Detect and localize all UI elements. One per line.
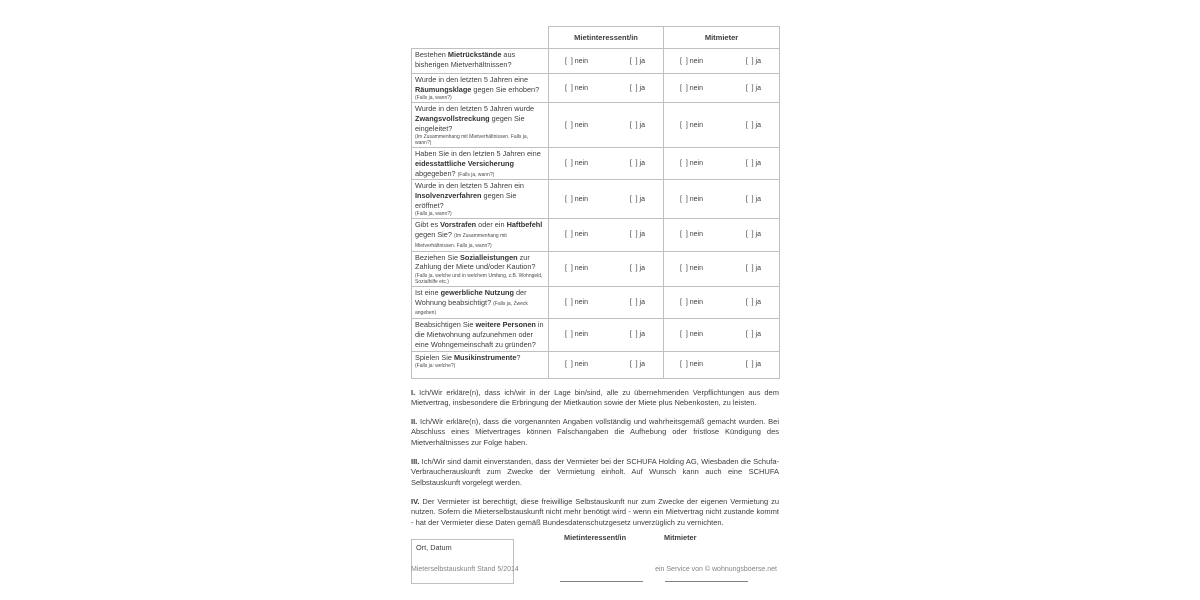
table-row bbox=[412, 319, 780, 351]
question-text: Ist eine bbox=[415, 287, 441, 297]
answer-cell-mitmieter bbox=[664, 351, 780, 378]
answer-cell-mietinteressent bbox=[549, 180, 664, 219]
checkbox-ja[interactable]: [ ] ja bbox=[745, 121, 761, 129]
question-note: (Falls ja: welche?) bbox=[415, 362, 456, 369]
question-text: Wurde in den letzten 5 Jahren eine bbox=[415, 75, 529, 84]
question-text: der Wohnung beabsichtigt? bbox=[415, 287, 527, 307]
table-row bbox=[412, 147, 780, 179]
question-text: Beabsichtigen Sie bbox=[415, 320, 476, 330]
footer-version-text: Mieterselbstauskunft Stand 5/2014 bbox=[411, 566, 519, 573]
question-text: Insolvenzverfahren bbox=[415, 191, 482, 201]
question-text: ? bbox=[516, 352, 521, 362]
table-body bbox=[412, 49, 780, 379]
question-cell bbox=[412, 74, 549, 103]
question-note: (Falls ja, Zweck angeben) bbox=[415, 300, 528, 317]
question-text: gewerbliche Nutzung bbox=[440, 287, 514, 297]
question-text: in die Mietwohnung aufzunehmen oder eine Wohngemeinschaft zu gründen? bbox=[415, 320, 544, 349]
paragraph-3-numeral: III. bbox=[411, 457, 420, 467]
question-text: Sozialleistungen bbox=[460, 252, 518, 262]
answer-cell-mitmieter bbox=[664, 49, 780, 74]
answer-options bbox=[549, 196, 663, 203]
question-text: Bestehen bbox=[415, 50, 448, 59]
checkbox-nein[interactable]: [ ] nein bbox=[565, 265, 588, 273]
question-text: oder ein bbox=[476, 220, 507, 230]
question-note: (Falls ja, wann?) bbox=[415, 95, 452, 102]
question-text: Wurde in den letzten 5 Jahren ein bbox=[415, 181, 524, 191]
table-row bbox=[412, 74, 780, 103]
question-text: Räumungsklage bbox=[415, 84, 472, 94]
answer-cell-mietinteressent bbox=[549, 286, 664, 318]
question-cell bbox=[412, 49, 549, 74]
answer-options bbox=[664, 361, 779, 368]
answer-options bbox=[549, 122, 663, 129]
ort-datum-box[interactable] bbox=[411, 539, 514, 584]
question-cell bbox=[412, 351, 549, 378]
answer-options bbox=[549, 85, 663, 92]
checkbox-ja[interactable]: [ ] ja bbox=[629, 265, 645, 273]
question-text: gegen Sie eingeleitet? bbox=[415, 113, 525, 133]
table-row bbox=[412, 351, 780, 378]
answer-options bbox=[664, 160, 779, 167]
checkbox-ja[interactable]: [ ] ja bbox=[629, 57, 645, 65]
checkbox-ja[interactable]: [ ] ja bbox=[629, 231, 645, 239]
answer-cell-mitmieter bbox=[664, 147, 780, 179]
answer-options bbox=[549, 331, 663, 338]
paragraph-4-numeral: IV. bbox=[411, 496, 420, 506]
column-header-mitmieter: Mitmieter bbox=[664, 27, 780, 49]
question-text: gegen Sie eröffnet? bbox=[415, 191, 517, 210]
answer-cell-mietinteressent bbox=[549, 103, 664, 148]
header-spacer bbox=[412, 27, 549, 49]
checkbox-nein[interactable]: [ ] nein bbox=[680, 298, 703, 306]
question-text: Zwangsvollstreckung bbox=[415, 113, 490, 123]
checkbox-nein[interactable]: [ ] nein bbox=[565, 298, 588, 306]
answer-options bbox=[549, 231, 663, 238]
checkbox-nein[interactable]: [ ] nein bbox=[680, 231, 703, 239]
question-text: eidesstattliche Versicherung bbox=[415, 158, 514, 168]
table-row bbox=[412, 180, 780, 219]
paragraph-4-text: Der Vermieter ist berechtigt, diese freiwillige Selbstauskunft nur zum Zwecke der eigenen Vermietung zu nutzen. Sofern die Mieterselbstauskunft nicht mehr benötigt wird - wenn ein Mietvertrag nicht zustande kommt - hat der Vermieter diese Daten gemäß Bundesdatenschutzgesetz unverzüglich zu vernichten. bbox=[411, 496, 779, 527]
checkbox-nein[interactable]: [ ] nein bbox=[680, 121, 703, 129]
checkbox-ja[interactable]: [ ] ja bbox=[629, 160, 645, 168]
question-text: Wurde in den letzten 5 Jahren wurde bbox=[415, 104, 535, 114]
signature-line-mitmieter[interactable] bbox=[665, 581, 748, 582]
checkbox-ja[interactable]: [ ] ja bbox=[629, 361, 645, 369]
checkbox-nein[interactable]: [ ] nein bbox=[565, 195, 588, 203]
answer-options bbox=[664, 299, 779, 306]
checkbox-nein[interactable]: [ ] nein bbox=[680, 361, 703, 369]
question-text: aus bisherigen Mietverhältnissen? bbox=[415, 50, 516, 69]
question-cell bbox=[412, 251, 549, 286]
checkbox-nein[interactable]: [ ] nein bbox=[680, 265, 703, 273]
checkbox-nein[interactable]: [ ] nein bbox=[565, 57, 588, 65]
question-note: (Im Zusammenhang mit Mietverhältnissen. Falls ja, wann?) bbox=[415, 133, 529, 146]
checkbox-nein[interactable]: [ ] nein bbox=[565, 361, 588, 369]
answer-cell-mietinteressent bbox=[549, 219, 664, 251]
checkbox-nein[interactable]: [ ] nein bbox=[565, 121, 588, 129]
table-row bbox=[412, 219, 780, 251]
checkbox-nein[interactable]: [ ] nein bbox=[565, 331, 588, 339]
answer-cell-mitmieter bbox=[664, 103, 780, 148]
question-text: Mietrückstände bbox=[447, 50, 502, 59]
checkbox-nein[interactable]: [ ] nein bbox=[680, 57, 703, 65]
table-row bbox=[412, 286, 780, 318]
question-note: (Im Zusammenhang mit Mietverhältnissen. Falls ja, wann?) bbox=[415, 233, 507, 249]
checkbox-ja[interactable]: [ ] ja bbox=[745, 160, 761, 168]
answer-options bbox=[664, 85, 779, 92]
answer-cell-mietinteressent bbox=[549, 251, 664, 286]
question-note: (Falls ja, welche und in welchem Umfang, z.B. Wohngeld, Sozialhilfe etc.) bbox=[415, 272, 543, 285]
checkbox-ja[interactable]: [ ] ja bbox=[629, 195, 645, 203]
question-text: Spielen Sie bbox=[415, 352, 454, 362]
answer-cell-mitmieter bbox=[664, 251, 780, 286]
question-cell bbox=[412, 103, 549, 148]
checkbox-nein[interactable]: [ ] nein bbox=[565, 84, 588, 92]
checkbox-ja[interactable]: [ ] ja bbox=[629, 121, 645, 129]
checkbox-ja[interactable]: [ ] ja bbox=[745, 331, 761, 339]
paragraph-3-text: Ich/Wir sind damit einverstanden, dass der Vermieter bei der SCHUFA Holding AG, Wiesbaden die Schufa-Verbraucherauskunft zum Zwecke der Vermietung einholt. Auf Wunsch kann auch eine SCHUFA Selbstauskunft vorgelegt werden. bbox=[411, 457, 779, 487]
question-note: (Falls ja, wann?) bbox=[457, 171, 495, 178]
answer-cell-mietinteressent bbox=[549, 351, 664, 378]
checkbox-ja[interactable]: [ ] ja bbox=[745, 361, 761, 369]
question-text: Haben Sie in den letzten 5 Jahren eine bbox=[415, 148, 541, 158]
answer-cell-mietinteressent bbox=[549, 319, 664, 351]
answer-options bbox=[549, 265, 663, 272]
checkbox-ja[interactable]: [ ] ja bbox=[745, 231, 761, 239]
question-text: abgegeben? bbox=[415, 168, 456, 178]
question-text: Gibt es bbox=[415, 220, 441, 230]
question-text: weitere Personen bbox=[475, 320, 536, 330]
footer-service-text: ein Service von © wohnungsboerse.net bbox=[655, 566, 777, 573]
question-text: gegen Sie erhoben? bbox=[471, 84, 540, 94]
answer-options bbox=[549, 299, 663, 306]
answer-options bbox=[549, 361, 663, 368]
question-cell bbox=[412, 286, 549, 318]
signature-label-mitmieter: Mitmieter bbox=[664, 532, 697, 542]
checkbox-ja[interactable]: [ ] ja bbox=[629, 331, 645, 339]
questions-table bbox=[411, 26, 780, 379]
answer-options bbox=[549, 160, 663, 167]
answer-cell-mitmieter bbox=[664, 219, 780, 251]
answer-options bbox=[664, 331, 779, 338]
checkbox-nein[interactable]: [ ] nein bbox=[565, 231, 588, 239]
answer-options bbox=[664, 122, 779, 129]
paragraph-1-numeral: I. bbox=[411, 387, 416, 397]
form-content bbox=[411, 0, 779, 600]
question-cell bbox=[412, 219, 549, 251]
signature-block bbox=[411, 533, 779, 597]
question-text: Vorstrafen bbox=[440, 220, 477, 230]
checkbox-ja[interactable]: [ ] ja bbox=[629, 84, 645, 92]
paragraph-1-text: Ich/Wir erkläre(n), dass ich/wir in der Lage bin/sind, alle zu übernehmenden Verpflichtungen aus dem Mietvertrag, insbesondere die Erbringung der Mietkaution sowie der Miete plus Nebenkosten, zu leisten. bbox=[411, 387, 779, 407]
signature-line-mietinteressent[interactable] bbox=[560, 581, 643, 582]
checkbox-ja[interactable]: [ ] ja bbox=[745, 57, 761, 65]
question-text: Haftbefehl bbox=[506, 220, 543, 230]
question-cell bbox=[412, 180, 549, 219]
answer-cell-mitmieter bbox=[664, 319, 780, 351]
ort-datum-label: Ort, Datum bbox=[416, 542, 452, 552]
checkbox-ja[interactable]: [ ] ja bbox=[745, 84, 761, 92]
answer-options bbox=[664, 196, 779, 203]
checkbox-nein[interactable]: [ ] nein bbox=[680, 84, 703, 92]
answer-cell-mietinteressent bbox=[549, 74, 664, 103]
table-row bbox=[412, 251, 780, 286]
page-footer bbox=[411, 566, 777, 573]
checkbox-ja[interactable]: [ ] ja bbox=[629, 298, 645, 306]
answer-options bbox=[549, 58, 663, 65]
question-text: Beziehen Sie bbox=[415, 252, 461, 262]
paragraph-1 bbox=[411, 388, 779, 409]
question-text: Musikinstrumente bbox=[453, 352, 517, 362]
checkbox-ja[interactable]: [ ] ja bbox=[745, 195, 761, 203]
answer-cell-mitmieter bbox=[664, 286, 780, 318]
checkbox-nein[interactable]: [ ] nein bbox=[565, 160, 588, 168]
question-note: (Falls ja, wann?) bbox=[415, 211, 452, 218]
paragraph-2-numeral: II. bbox=[411, 417, 418, 427]
question-text: gegen Sie? bbox=[415, 230, 452, 240]
answer-cell-mitmieter bbox=[664, 74, 780, 103]
answer-cell-mitmieter bbox=[664, 180, 780, 219]
checkbox-nein[interactable]: [ ] nein bbox=[680, 160, 703, 168]
signature-label-mietinteressent: Mietinteressent/in bbox=[564, 532, 627, 542]
checkbox-nein[interactable]: [ ] nein bbox=[680, 331, 703, 339]
answer-options bbox=[664, 265, 779, 272]
answer-cell-mietinteressent bbox=[549, 147, 664, 179]
paragraph-3 bbox=[411, 457, 779, 488]
checkbox-nein[interactable]: [ ] nein bbox=[680, 195, 703, 203]
table-row bbox=[412, 49, 780, 74]
answer-options bbox=[664, 231, 779, 238]
checkbox-ja[interactable]: [ ] ja bbox=[745, 265, 761, 273]
table-row bbox=[412, 103, 780, 148]
table-header-row bbox=[412, 27, 780, 49]
answer-options bbox=[664, 58, 779, 65]
question-cell bbox=[412, 319, 549, 351]
column-header-mietinteressent: Mietinteressent/in bbox=[549, 27, 664, 49]
paragraph-2 bbox=[411, 417, 779, 448]
answer-cell-mietinteressent bbox=[549, 49, 664, 74]
checkbox-ja[interactable]: [ ] ja bbox=[745, 298, 761, 306]
paragraph-4 bbox=[411, 497, 779, 528]
question-text: zur Zahlung der Miete und/oder Kaution? bbox=[415, 252, 536, 272]
paragraph-2-text: Ich/Wir erkläre(n), dass die vorgenannten Angaben vollständig und wahrheitsgemäß gemacht wurden. Bei Abschluss eines Mietvertrages können Falschangaben die Aufhebung oder fristlose Kündigung des Mietverhältnisses zur Folge haben. bbox=[411, 417, 779, 447]
question-cell bbox=[412, 147, 549, 179]
